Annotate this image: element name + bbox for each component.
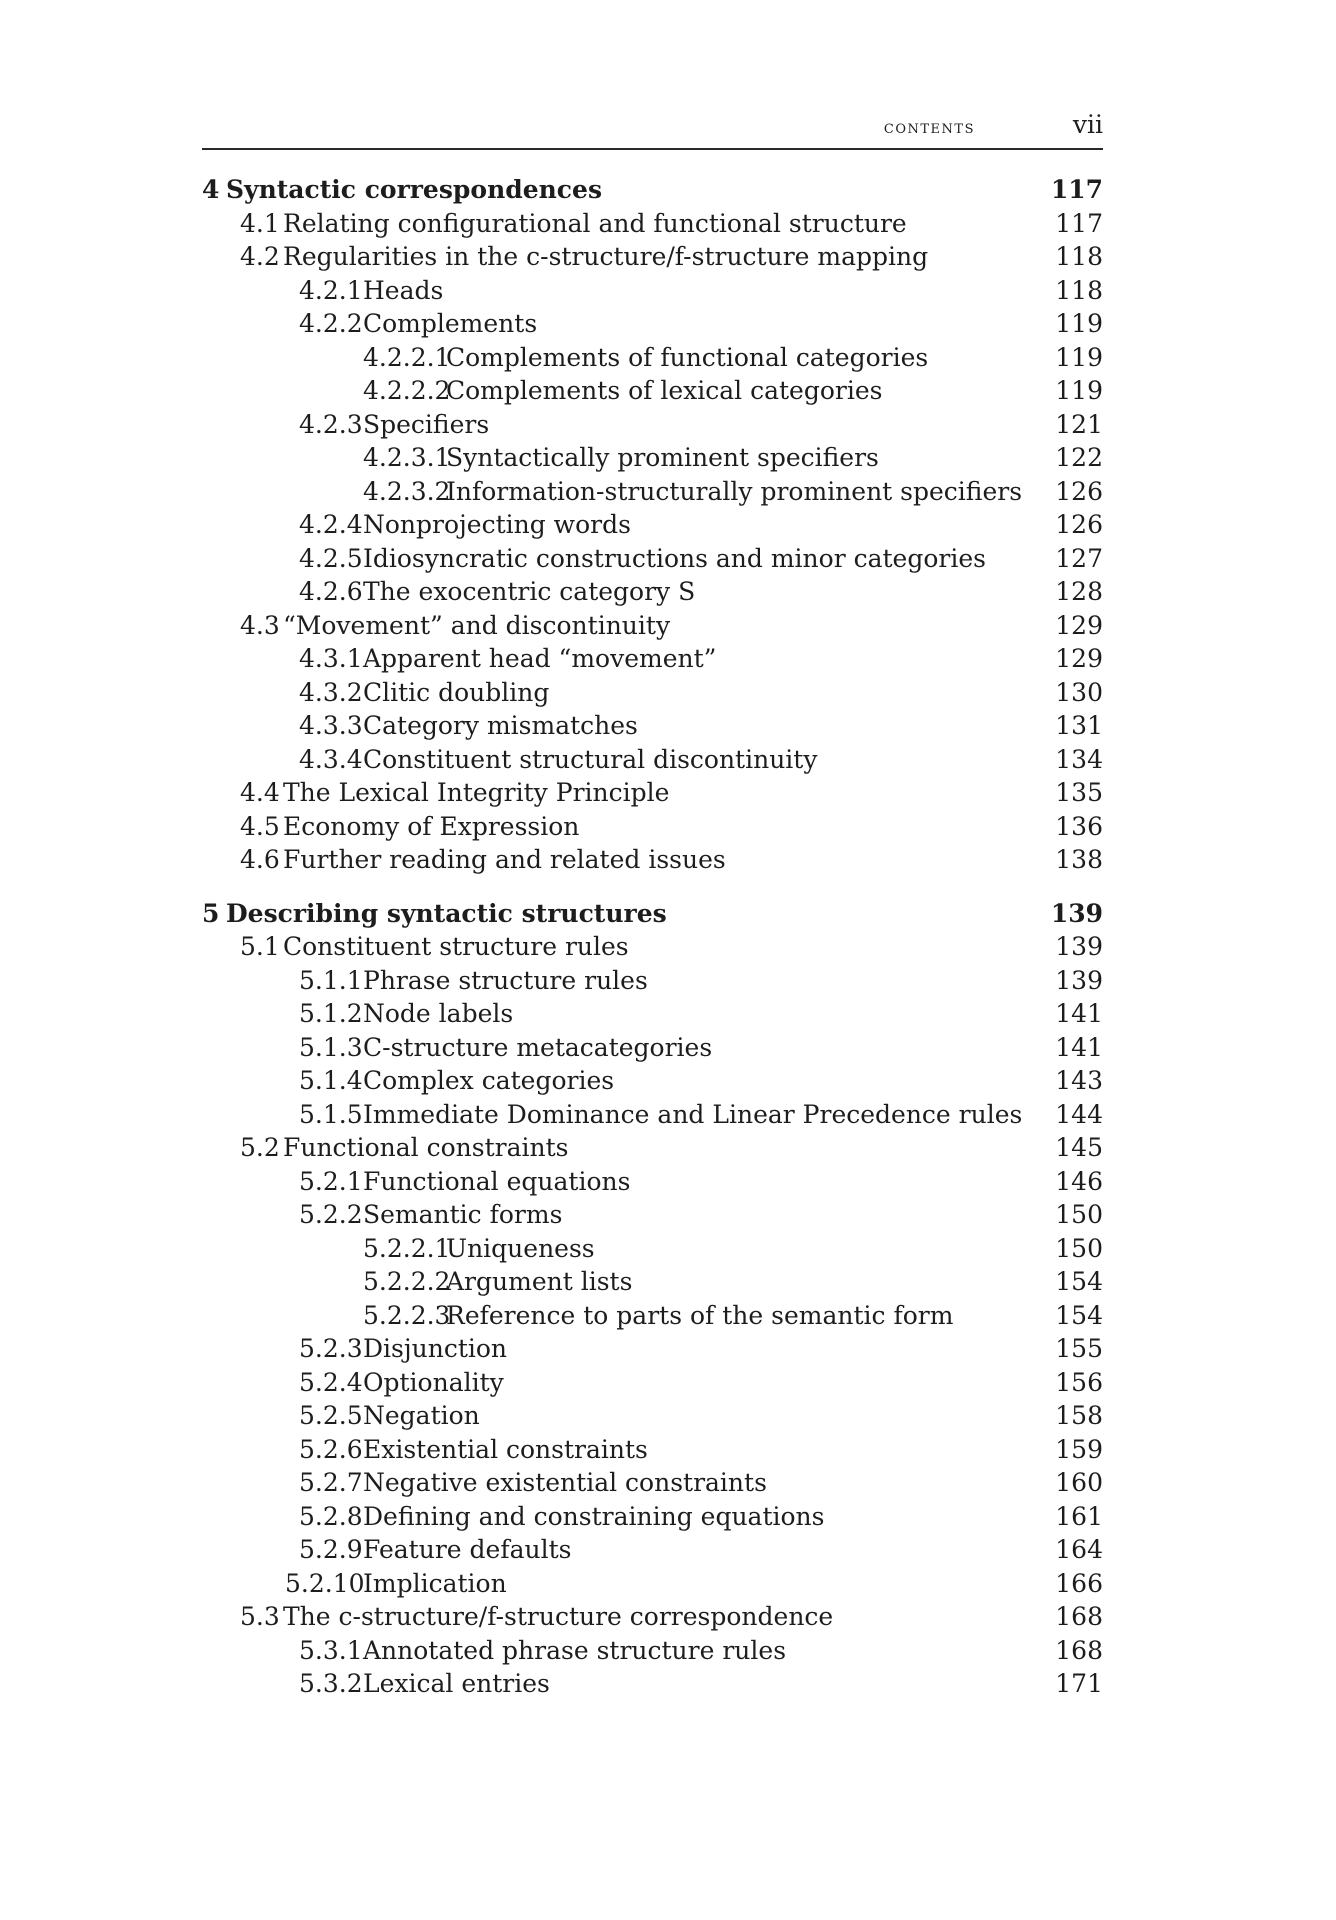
entry-number: 5.3: [240, 1602, 280, 1631]
entry-number: 4.3.2: [299, 677, 363, 707]
entry-page: 134: [1055, 744, 1103, 774]
entry-page: 155: [1055, 1334, 1103, 1363]
entry-page: 160: [1055, 1468, 1103, 1497]
entry-number: 5.2.8: [299, 1501, 363, 1531]
section-entry[interactable]: [202, 609, 1103, 643]
subsection-entry[interactable]: [202, 676, 1103, 710]
entry-number: 4.2.3: [299, 409, 363, 439]
section-entry[interactable]: [202, 240, 1103, 274]
entry-page: 118: [1055, 242, 1103, 271]
entry-title: Optionality: [363, 1367, 504, 1397]
entry-title: Heads: [363, 275, 444, 305]
entry-number: 5.1.5: [299, 1099, 363, 1129]
subsection-entry[interactable]: [202, 307, 1103, 341]
entry-title: Regularities in the c-structure/f-structure mapping: [283, 242, 929, 271]
entry-page: 131: [1055, 711, 1103, 740]
subsection-entry[interactable]: [202, 575, 1103, 609]
chapter-heading[interactable]: [202, 173, 1103, 207]
entry-page: 117: [1055, 208, 1103, 238]
entry-number: 4.2.2.1: [363, 342, 451, 372]
entry-title: Complex categories: [363, 1066, 615, 1095]
subsection-entry[interactable]: [202, 1399, 1103, 1433]
subsubsection-entry[interactable]: [202, 374, 1103, 408]
section-entry[interactable]: [202, 207, 1103, 241]
entry-title: Describing syntactic structures: [226, 898, 667, 928]
entry-title: Idiosyncratic constructions and minor categories: [363, 543, 986, 573]
entry-title: Immediate Dominance and Linear Precedence rules: [363, 1099, 1023, 1129]
entry-number: 4.2.1: [299, 275, 363, 305]
subsection-entry[interactable]: [202, 508, 1103, 542]
entry-page: 154: [1055, 1267, 1103, 1296]
entry-number: 5: [202, 898, 220, 928]
entry-number: 4.2.5: [299, 543, 363, 573]
entry-title: Disjunction: [363, 1334, 508, 1363]
entry-page: 168: [1055, 1602, 1103, 1631]
entry-number: 5.3.1: [299, 1635, 363, 1665]
section-entry[interactable]: [202, 776, 1103, 810]
entry-title: Functional equations: [363, 1166, 631, 1196]
entry-page: 129: [1055, 610, 1103, 640]
entry-title: Syntactically prominent specifiers: [446, 443, 879, 472]
chapter-section: [202, 897, 1103, 1701]
section-entry[interactable]: [202, 930, 1103, 964]
subsection-entry[interactable]: [202, 1098, 1103, 1132]
entry-number: 5.2.10: [285, 1568, 365, 1598]
entry-page: 126: [1055, 510, 1103, 539]
entry-title: Lexical entries: [363, 1669, 550, 1698]
section-entry[interactable]: [202, 810, 1103, 844]
subsection-entry[interactable]: [202, 709, 1103, 743]
entry-page: 139: [1055, 965, 1103, 995]
entry-page: 126: [1055, 476, 1103, 506]
entry-number: 5.1: [240, 932, 280, 961]
subsection-entry[interactable]: [202, 1064, 1103, 1098]
subsection-entry[interactable]: [202, 1198, 1103, 1232]
entry-title: Complements of lexical categories: [446, 376, 883, 405]
entry-title: Relating configurational and functional structure: [283, 208, 907, 238]
entry-number: 4.2.2.2: [363, 376, 451, 405]
entry-page: 164: [1055, 1535, 1103, 1564]
entry-page: 135: [1055, 778, 1103, 807]
entry-title: Negation: [363, 1401, 480, 1430]
entry-title: Information-structurally prominent specifiers: [446, 476, 1023, 506]
entry-page: 154: [1055, 1300, 1103, 1330]
entry-page: 161: [1055, 1501, 1103, 1531]
entry-title: Complements of functional categories: [446, 342, 929, 372]
entry-title: Uniqueness: [446, 1233, 595, 1263]
running-header-title: contents: [883, 116, 975, 138]
entry-page: 146: [1055, 1166, 1103, 1196]
entry-page: 139: [1055, 932, 1103, 961]
entry-title: Implication: [363, 1568, 507, 1598]
entry-number: 5.2.6: [299, 1434, 363, 1464]
entry-title: Feature defaults: [363, 1535, 572, 1564]
subsection-entry[interactable]: [202, 1500, 1103, 1534]
entry-number: 5.2.9: [299, 1535, 363, 1564]
entry-page: 128: [1055, 577, 1103, 606]
subsubsection-entry[interactable]: [202, 1232, 1103, 1266]
entry-number: 4: [202, 175, 220, 204]
entry-title: Negative existential constraints: [363, 1468, 767, 1497]
entry-page: 122: [1055, 443, 1103, 472]
entry-page: 171: [1055, 1669, 1103, 1698]
entry-number: 5.1.1: [299, 965, 363, 995]
table-of-contents: [202, 173, 1103, 1701]
entry-number: 4.5: [240, 811, 280, 841]
entry-title: Complements: [363, 309, 538, 338]
running-header: [202, 110, 1103, 150]
entry-title: Semantic forms: [363, 1200, 563, 1229]
entry-page: 150: [1055, 1233, 1103, 1263]
entry-number: 5.1.2: [299, 999, 363, 1028]
entry-number: 4.2: [240, 242, 280, 271]
entry-page: 166: [1055, 1568, 1103, 1598]
subsection-entry[interactable]: [202, 274, 1103, 308]
entry-number: 4.2.2: [299, 309, 363, 338]
entry-title: Constituent structure rules: [283, 932, 629, 961]
entry-title: Annotated phrase structure rules: [363, 1635, 787, 1665]
entry-page: 143: [1055, 1066, 1103, 1095]
entry-page: 139: [1050, 898, 1103, 928]
entry-title: The exocentric category S: [363, 577, 696, 606]
entry-title: Node labels: [363, 999, 514, 1028]
entry-number: 5.1.3: [299, 1032, 363, 1062]
entry-title: Clitic doubling: [363, 677, 550, 707]
entry-page: 159: [1055, 1434, 1103, 1464]
entry-title: C-structure metacategories: [363, 1032, 713, 1062]
subsection-entry[interactable]: [202, 1634, 1103, 1668]
entry-number: 4.6: [240, 845, 280, 874]
entry-title: Reference to parts of the semantic form: [446, 1300, 954, 1330]
entry-page: 168: [1055, 1635, 1103, 1665]
entry-page: 127: [1055, 543, 1103, 573]
subsection-entry[interactable]: [202, 1031, 1103, 1065]
entry-title: Argument lists: [446, 1267, 633, 1296]
subsection-entry[interactable]: [202, 1332, 1103, 1366]
subsubsection-entry[interactable]: [202, 1265, 1103, 1299]
entry-number: 5.2.2.2: [363, 1267, 451, 1296]
page-number: vii: [1072, 110, 1103, 139]
subsection-entry[interactable]: [202, 1433, 1103, 1467]
section-entry[interactable]: [202, 1600, 1103, 1634]
entry-number: 5.2.4: [299, 1367, 363, 1397]
entry-page: 158: [1055, 1401, 1103, 1430]
section-entry[interactable]: [202, 1131, 1103, 1165]
subsection-entry[interactable]: [202, 1466, 1103, 1500]
chapter-section: [202, 173, 1103, 877]
entry-page: 119: [1055, 376, 1103, 405]
entry-number: 4.3.4: [299, 744, 363, 774]
entry-page: 150: [1055, 1200, 1103, 1229]
subsubsection-entry[interactable]: [202, 441, 1103, 475]
entry-number: 5.2.5: [299, 1401, 363, 1430]
entry-number: 4.2.3.2: [363, 476, 451, 506]
entry-page: 145: [1055, 1133, 1103, 1162]
entry-number: 4.3.3: [299, 711, 363, 740]
entry-page: 156: [1055, 1367, 1103, 1397]
entry-number: 4.3: [240, 610, 280, 640]
entry-number: 4.2.3.1: [363, 443, 451, 472]
entry-page: 141: [1055, 1032, 1103, 1062]
entry-title: Syntactic correspondences: [226, 175, 603, 204]
entry-number: 5.2.2.3: [363, 1300, 451, 1330]
entry-number: 4.3.1: [299, 644, 363, 673]
subsection-entry[interactable]: [202, 1667, 1103, 1701]
entry-title: Phrase structure rules: [363, 965, 648, 995]
entry-title: Existential constraints: [363, 1434, 648, 1464]
entry-number: 4.4: [240, 778, 280, 807]
entry-title: Apparent head “movement”: [363, 644, 717, 673]
entry-title: Further reading and related issues: [283, 845, 726, 874]
subsubsection-entry[interactable]: [202, 1299, 1103, 1333]
subsubsection-entry[interactable]: [202, 341, 1103, 375]
entry-page: 129: [1055, 644, 1103, 673]
section-entry[interactable]: [202, 843, 1103, 877]
entry-number: 4.1: [240, 208, 280, 238]
entry-number: 5.2: [240, 1133, 280, 1162]
entry-title: Specifiers: [363, 409, 490, 439]
entry-page: 141: [1055, 999, 1103, 1028]
subsection-entry[interactable]: [202, 1165, 1103, 1199]
subsection-entry[interactable]: [202, 964, 1103, 998]
entry-page: 144: [1055, 1099, 1103, 1129]
entry-number: 5.2.7: [299, 1468, 363, 1497]
entry-title: Category mismatches: [363, 711, 638, 740]
entry-number: 5.3.2: [299, 1669, 363, 1698]
entry-page: 130: [1055, 677, 1103, 707]
entry-number: 5.1.4: [299, 1066, 363, 1095]
entry-title: Constituent structural discontinuity: [363, 744, 818, 774]
subsection-entry[interactable]: [202, 743, 1103, 777]
entry-title: “Movement” and discontinuity: [283, 610, 671, 640]
entry-page: 138: [1055, 845, 1103, 874]
entry-number: 5.2.2: [299, 1200, 363, 1229]
entry-title: Economy of Expression: [283, 811, 580, 841]
subsection-entry[interactable]: [202, 1533, 1103, 1567]
subsubsection-entry[interactable]: [202, 475, 1103, 509]
entry-title: The c-structure/f-structure correspondence: [283, 1602, 834, 1631]
entry-number: 4.2.6: [299, 577, 363, 606]
entry-page: 119: [1055, 342, 1103, 372]
subsection-entry[interactable]: [202, 1567, 1103, 1601]
entry-title: Nonprojecting words: [363, 510, 631, 539]
chapter-heading[interactable]: [202, 897, 1103, 931]
entry-number: 5.2.1: [299, 1166, 363, 1196]
entry-page: 119: [1055, 309, 1103, 338]
entry-title: Defining and constraining equations: [363, 1501, 825, 1531]
entry-title: The Lexical Integrity Principle: [283, 778, 670, 807]
entry-page: 136: [1055, 811, 1103, 841]
entry-page: 117: [1050, 175, 1103, 204]
entry-number: 5.2.2.1: [363, 1233, 451, 1263]
entry-title: Functional constraints: [283, 1133, 569, 1162]
entry-page: 118: [1055, 275, 1103, 305]
entry-page: 121: [1055, 409, 1103, 439]
subsection-entry[interactable]: [202, 408, 1103, 442]
entry-number: 5.2.3: [299, 1334, 363, 1363]
entry-number: 4.2.4: [299, 510, 363, 539]
subsection-entry[interactable]: [202, 542, 1103, 576]
subsection-entry[interactable]: [202, 1366, 1103, 1400]
subsection-entry[interactable]: [202, 997, 1103, 1031]
subsection-entry[interactable]: [202, 642, 1103, 676]
